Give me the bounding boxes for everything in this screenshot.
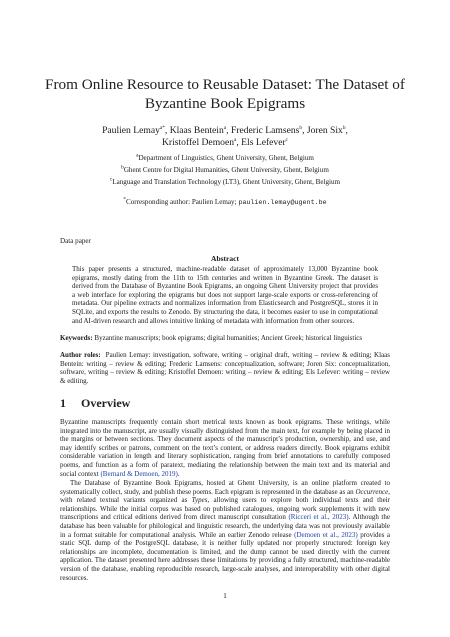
author-affiliation-mark: b [299,124,303,131]
author-affiliation-mark: a [223,124,227,131]
section-heading [60,396,130,411]
author-name: Kristoffel Demoen [161,136,235,148]
corresponding-author [40,198,410,208]
affiliation [40,178,410,187]
author-name: Joren Six [306,125,343,136]
email-address[interactable]: paulien.lemay@ugent.be [238,199,327,207]
paragraph-text: , with related textual variants organized as [60,487,390,505]
author-name: Els Lefever [241,136,286,148]
paper-title: From Online Resource to Reusable Dataset: The Dataset of Byzantine Book Epigrams [45,76,405,112]
citation-link[interactable]: (Bernard & Demoen, 2019) [100,469,178,478]
emphasis-term: Types [191,496,208,505]
paragraph-text: provides a static SQL dump of the PostgreSQL database, it is neither fully updated nor properly structured: foreign key relationships are incomplete, documentation is limited, and the dump cannot be used directly with the current application. The dataset presented here addresses these limitations by providing a fully structured, machine-readable version of the database, enabling reproducible research, large-scale analyses, and interoperability with other digital resources. [60,530,390,582]
affiliation-mark: c [109,176,113,183]
affiliation [40,154,410,163]
affiliation-text: Language and Translation Technology (LT3), Ghent University, Ghent, Belgium [112,178,341,186]
corresponding-label: Corresponding author: Paulien Lemay; [126,198,237,206]
author-name: Paulien Lemay [102,125,160,136]
page-number: 1 [223,591,227,600]
keywords [60,334,390,343]
affiliation [40,166,410,175]
affiliation-text: Department of Linguistics, Ghent University, Ghent, Belgium [138,154,314,162]
keywords-text: Byzantine manuscripts; book epigrams; digital humanities; Ancient Greek; historical linguistics [94,334,363,342]
body-paragraph [60,479,390,582]
paragraph-text: Byzantine manuscripts frequently contain short metrical texts known as book epigrams. These writings, while integrated into the manuscript, are usually visually distinguished from the main text, for example by being placed in the margins or between sections. They document aspects of the manuscript’s production, ownership, and use, and may identify scribes or patrons, comment on the text’s content, or address readers directly. Book epigrams exhibit considerable variation in length and literary sophistication, ranging from brief annotations to carefully composed poems, and function as a form of paratext, mediating the relationship between the main text and its material and social context [60,418,390,478]
emphasis-term: Occurrence [355,487,389,496]
author-affiliation-mark: a [234,136,237,143]
paragraph-text: The Database of Byzantine Book Epigrams, hosted at Ghent University, is an online platform created to systematically collect, study, and publish these poems. Each epigram is represented in the database as an [60,479,390,496]
citation-link[interactable]: (Ricceri et al., 2023) [288,513,349,522]
affiliation-mark: b [121,164,124,171]
paper-type: Data paper [60,237,91,245]
author-roles [60,351,390,385]
author-name: Frederic Lamsens [230,125,300,136]
author-affiliation-mark: c [285,136,289,143]
affiliation-mark: a [136,152,139,159]
paragraph-text: . Although the database has been valuable for philological and linguistic research, the underlying data was not previously available in a format suitable for computational analysis. While an earlier Zenodo release [60,513,390,539]
citation-link[interactable]: (Demoen et al., 2023) [294,530,358,539]
author-name: Klaas Bentein [169,125,224,136]
author-affiliation-mark: b [342,124,346,131]
abstract-heading: Abstract [211,254,239,263]
author-roles-label: Author roles: [60,351,101,359]
corresponding-mark: * [123,196,127,203]
author-list: Paulien Lemay$^{a*}$, Klaas Bentein$^a$, Frederic Lamsens$^b$, Joren Six$^b$, Kristoffel Demoen$^a$, Els Lefever$^c$ [102,124,348,148]
paragraph-text: . [177,469,180,478]
section-title: Overview [81,396,131,410]
keywords-label: Keywords: [60,334,93,342]
affiliation-text: Ghent Centre for Digital Humanities, Ghent University, Ghent, Belgium [123,166,329,174]
paragraph-text: , allowing users to explore both individual texts and their relationships. While the initial corpus was based on published catalogues, ongoing work supplements it with new transcriptions and critical editions derived from direct manuscript consultation [60,496,390,522]
author-roles-text: Paulien Lemay: investigation, software, writing – original draft, writing – review & editing; Klaas Bentein: writing – review & editing; Frederic Lamsens: conceptualization, software; Joren Six: conceptualization, software, writing – review & editing; Kristoffel Demoen: writing – review & editing; Els Lefever: writing – review & editing. [60,351,390,385]
body-paragraph [60,418,390,478]
section-number: 1 [60,396,66,410]
author-affiliation-mark: a* [159,124,165,131]
abstract-text: This paper presents a structured, machine-readable dataset of approximately 13,000 Byzantine book epigrams, mostly dating from the 11th to 15th centuries and written in Byzantine Greek. The dataset is derived from the Database of Byzantine Book Epigrams, an ongoing Ghent University project that provides a web interface for exploring the epigrams but does not support large-scale exports or cross-referencing of metadata. Our pipeline extracts and normalizes information from Elasticsearch and PostgreSQL, stores it in SQLite, and exports the results to Zenodo. By structuring the data, it becomes easier to use in computational and AI-driven research and allows intuitive linking of metadata with information from other sources. [72,265,378,325]
